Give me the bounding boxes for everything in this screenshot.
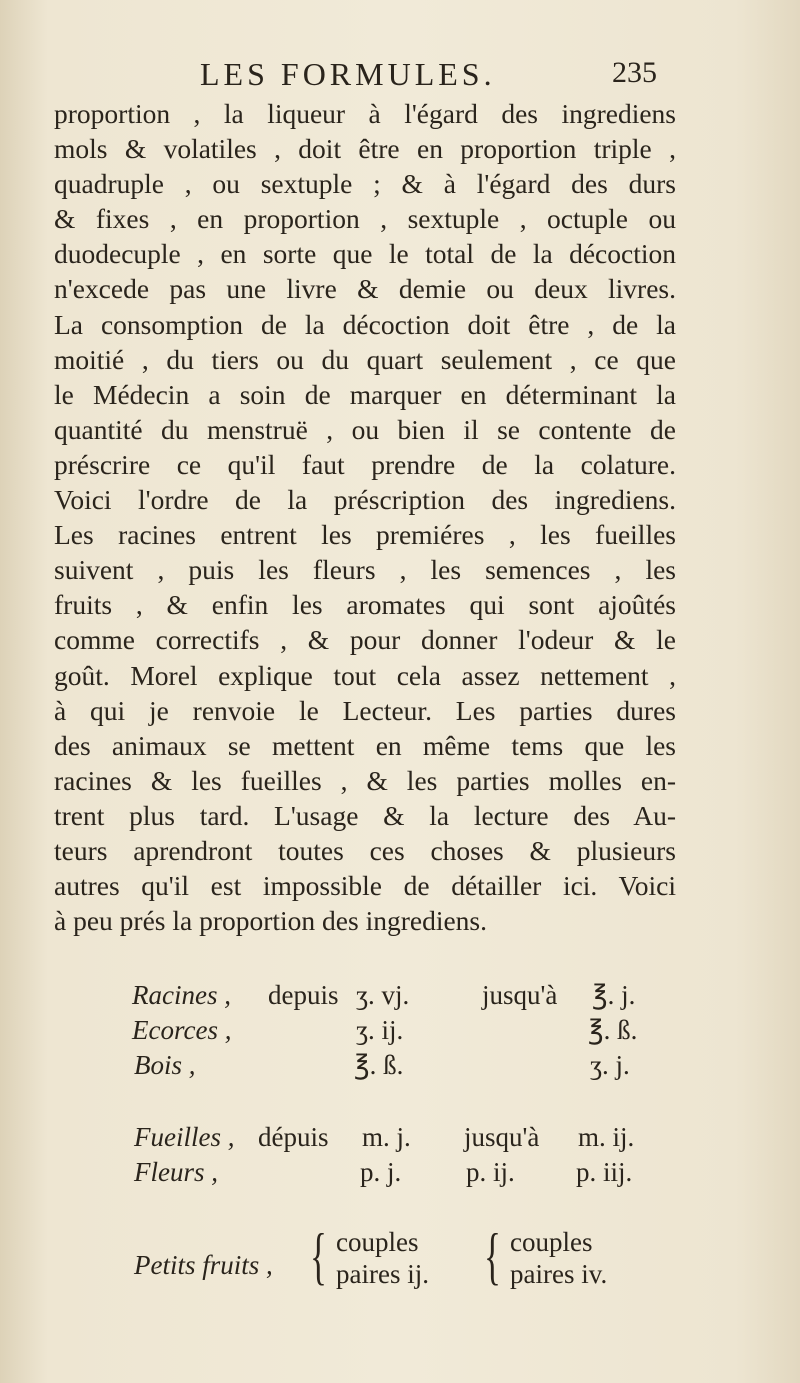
text-line: duodecuple , en sorte que le total de la décoction: [54, 238, 676, 270]
row-to: ℥. j.: [592, 980, 636, 1010]
row-to: ʒ. j.: [590, 1050, 630, 1080]
row-from: p. j.: [360, 1157, 402, 1187]
row-word: depuis: [268, 980, 339, 1010]
text-line: La consomption de la décoction doit être , de la: [54, 308, 676, 340]
text-line: proportion , la liqueur à l'égard des ingrediens: [54, 98, 676, 129]
fruits-left-bottom: paires ij.: [336, 1259, 429, 1289]
page-number: 235: [612, 56, 657, 89]
row-to-word: jusqu'à: [482, 980, 558, 1010]
fruits-right-bottom: paires iv.: [510, 1259, 608, 1289]
fruits-left: [336, 1226, 429, 1290]
text-line: moitié , du tiers ou du quart seulement , ce que: [54, 343, 676, 375]
row-label: Ecorces ,: [132, 1015, 232, 1045]
text-line: comme correctifs , & pour donner l'odeur & le: [54, 624, 676, 656]
left-brace: {: [310, 1220, 327, 1291]
text-line: teurs aprendront toutes ces choses & plusieurs: [54, 834, 676, 866]
running-title: LES FORMULES.: [200, 56, 496, 92]
row-to: m. ij.: [578, 1122, 635, 1152]
row-from: ʒ. vj.: [356, 980, 410, 1010]
text-line: n'excede pas une livre & demie ou deux livres.: [54, 273, 676, 305]
row-label: Bois ,: [134, 1050, 196, 1080]
text-line: fruits , & enfin les aromates qui sont ajoûtés: [54, 589, 676, 621]
fruits-left-top: couples: [336, 1227, 419, 1257]
text-line: & fixes , en proportion , sextuple , octuple ou: [54, 203, 676, 235]
fruits-right-top: couples: [510, 1227, 593, 1257]
row-label: Racines ,: [132, 980, 231, 1010]
row-to: p. iij.: [576, 1157, 633, 1187]
row-word: dépuis: [258, 1122, 329, 1152]
text-line: des animaux se mettent en même tems que les: [54, 729, 676, 761]
text-line: quadruple , ou sextuple ; & à l'égard des durs: [54, 168, 676, 200]
text-line: Les racines entrent les premiéres , les fueilles: [54, 519, 676, 551]
row-to: ℥. ß.: [588, 1015, 638, 1045]
row-to-word: jusqu'à: [464, 1122, 540, 1152]
text-line: autres qu'il est impossible de détailler ici. Voici: [54, 870, 676, 902]
text-line: à qui je renvoie le Lecteur. Les parties dures: [54, 694, 676, 726]
text-line: racines & les fueilles , & les parties molles en-: [54, 764, 676, 796]
text-line: Voici l'ordre de la préscription des ingrediens.: [54, 484, 676, 516]
row-from: m. j.: [362, 1122, 411, 1152]
row-to-word: p. ij.: [466, 1157, 515, 1187]
row-from: ʒ. ij.: [356, 1015, 404, 1045]
text-line: suivent , puis les fleurs , les semences , les: [54, 554, 676, 586]
right-brace: {: [484, 1220, 501, 1291]
text-line: préscrire ce qu'il faut prendre de la colature.: [54, 448, 676, 480]
text-line: à peu prés la proportion des ingrediens.: [54, 905, 488, 937]
text-line: goût. Morel explique tout cela assez nettement ,: [54, 659, 676, 691]
row-from: ℥. ß.: [354, 1050, 404, 1080]
text-line: mols & volatiles , doit être en proportion triple ,: [54, 133, 676, 165]
fruits-label: Petits fruits ,: [134, 1250, 273, 1280]
text-line: le Médecin a soin de marquer en déterminant la: [54, 378, 676, 410]
row-label: Fueilles ,: [134, 1122, 235, 1152]
text-line: trent plus tard. L'usage & la lecture des Au-: [54, 799, 676, 831]
row-label: Fleurs ,: [134, 1157, 218, 1187]
text-line: quantité du menstruë , ou bien il se contente de: [54, 413, 676, 445]
fruits-right: [510, 1226, 607, 1290]
